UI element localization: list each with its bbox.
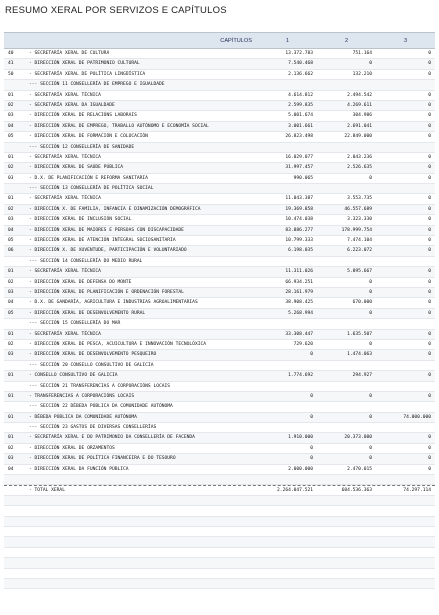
row-chapter-1-value: 38.908.425 [285,300,313,306]
row-code: 02 [8,279,14,285]
row-chapter-2-value [317,382,376,391]
row-description: - DIRECCIÓN XERAL DE PATRIMONIO CULTURAL [29,61,140,67]
table-row [4,330,435,340]
row-chapter-2-value: 3.323.330 [347,217,372,223]
row-description: - DIRECCIÓN XERAL DE EMPREGO, TRABALLO AUTÓNOMO E ECONOMÍA SOCIAL [29,123,209,129]
row-description: - SECRETARÍA XERAL TÉCNICA [29,269,101,275]
row-chapter-2-value: 7.474.104 [347,238,372,244]
row-chapter-1-value [258,80,317,89]
row-description: --- SECCIÓN 20 CONSELLO CONSULTIVO DE GALICIA [29,362,154,368]
row-chapter-3-value: 0 [428,300,431,306]
row-description: --- SECCIÓN 11 CONSELLERÍA DE EMPREGO E IGUALDADE [29,82,165,88]
row-chapter-1-value: 5.001.674 [288,113,313,119]
table-row [4,413,435,423]
row-chapter-1-value: 26.823.498 [285,134,313,140]
row-chapter-1-value [258,184,317,193]
row-chapter-2-value: 2.494.542 [347,92,372,98]
table-row [4,80,435,90]
row-code [4,80,27,89]
row-chapter-1-value: 10.799.333 [285,238,313,244]
row-chapter-1-value: 2.599.835 [288,102,313,108]
row-chapter-2-value: 2.526.635 [347,165,372,171]
row-code: 03 [8,217,14,223]
row-description: --- SECCIÓN 13 CONSELLERÍA DE POLÍTICA SOCIAL [29,186,154,192]
row-chapter-1-value [258,143,317,152]
row-chapter-2-value: 0 [369,289,372,295]
row-description: - D.X. DE GANDARÍA, AGRICULTURA E INDUSTRIAS AGROALIMENTARIAS [29,300,198,306]
row-chapter-1-value: 3.001.661 [288,123,313,129]
row-code: 04 [8,227,14,233]
row-chapter-2-value: 46.557.689 [344,206,372,212]
row-chapter-2-value: 1.635.507 [347,331,372,337]
row-chapter-2-value: 20.373.000 [344,435,372,441]
row-chapter-1-value: 0 [310,445,313,451]
row-chapter-3-value [376,423,435,432]
row-chapter-2-value [317,80,376,89]
row-code: 40 [8,51,14,56]
row-description: --- SECCIÓN 14 CONSELLERÍA DO MEDIO RURAL [29,258,143,264]
row-chapter-1-value: 6.198.035 [288,248,313,254]
row-chapter-1-value: 990.065 [293,175,313,181]
table-row [4,350,435,360]
row-description: --- SECCIÓN 15 CONSELLERÍA DO MAR [29,321,121,327]
row-chapter-1-value: 83.886.277 [285,227,313,233]
row-chapter-2-value: 0 [369,341,372,347]
row-chapter-3-value: 0 [428,310,431,316]
row-code: 04 [8,123,14,129]
row-chapter-3-value: 0 [428,238,431,244]
row-chapter-1-value: 1.910.000 [288,435,313,441]
row-chapter-2-value: 0 [369,61,372,67]
row-code: 02 [8,206,14,212]
row-description: - DIRECCIÓN XERAL DE DESENVOLVEMENTO RURAL [29,310,146,316]
row-chapter-3-value [376,402,435,411]
table-body [4,49,435,589]
row-chapter-3-value: 0 [428,373,431,379]
row-chapter-2-value [317,402,376,411]
table-row [4,267,435,277]
header-capitulos: CAPÍTULOS [220,37,252,44]
row-chapter-3-value: 0 [428,435,431,441]
row-code: 01 [8,373,14,379]
row-chapter-3-value: 0 [428,61,431,67]
row-chapter-3-value [376,475,435,484]
row-code: 01 [8,196,14,202]
row-description: - DIRECCIÓN XERAL DA FUNCIÓN PÚBLICA [29,466,129,472]
table-row [4,194,435,204]
row-chapter-1-value: 2.264.047.521 [277,488,313,494]
row-chapter-2-value: 132.210 [352,71,372,77]
row-code [4,423,27,432]
row-code: 03 [8,352,14,358]
row-chapter-2-value: 2.470.015 [347,466,372,472]
row-code [4,475,27,484]
empty-row [4,496,435,506]
table-row [4,278,435,288]
row-code: 02 [8,341,14,347]
table-row [4,454,435,464]
row-chapter-2-value: 0 [369,456,372,462]
row-chapter-3-value: 0 [428,196,431,202]
row-chapter-1-value: 11.311.026 [285,269,313,275]
row-code: 02 [8,165,14,171]
row-chapter-3-value [376,319,435,328]
row-chapter-2-value: 304.986 [352,113,372,119]
row-chapter-3-value: 0 [428,165,431,171]
row-chapter-2-value [317,184,376,193]
table-row [4,215,435,225]
table-row [4,174,435,184]
row-chapter-3-value [376,143,435,152]
table-row [4,433,435,443]
table-row [4,226,435,236]
row-chapter-3-value: 0 [428,123,431,129]
table-row [4,236,435,246]
row-description: - DIRECCIÓN XERAL DE RELACIÓNS LABORAIS [29,113,137,119]
empty-row [4,517,435,527]
table-row [4,111,435,121]
row-chapter-3-value: 0 [428,456,431,462]
row-chapter-3-value [376,382,435,391]
row-chapter-1-value [258,361,317,370]
row-chapter-1-value: 1.774.692 [288,373,313,379]
row-code [4,184,27,193]
row-chapter-3-value: 0 [428,248,431,254]
row-description: --- SECCIÓN 23 GASTOS DE DIVERSAS CONSELLERÍAS [29,425,157,431]
row-chapter-2-value: 2.043.236 [347,154,372,160]
row-chapter-3-value: 0 [428,154,431,160]
page-title: RESUMO XERAL POR SERVIZOS E CAPÍTULOS [5,5,227,16]
header-code [4,33,27,48]
row-chapter-2-value [317,475,376,484]
table-header [4,33,435,49]
row-description: --- SECCIÓN 21 TRANSFERENCIAS A CORPORACIÓNS LOCAIS [29,383,171,389]
row-chapter-2-value: 751.164 [352,51,372,56]
row-chapter-3-value: 0 [428,352,431,358]
row-chapter-2-value: 3.553.735 [347,196,372,202]
table-row [4,163,435,173]
row-code: 04 [8,300,14,306]
row-code: 02 [8,102,14,108]
row-description: - DIRECCIÓN XERAL DE INCLUSIÓN SOCIAL [29,217,132,223]
row-chapter-3-value: 0 [428,102,431,108]
row-chapter-3-value: 0 [428,92,431,98]
row-chapter-1-value: 2.136.662 [288,71,313,77]
row-chapter-2-value: 5.895.667 [347,269,372,275]
table-row [4,382,435,392]
row-chapter-3-value: 0 [428,279,431,285]
row-code: 01 [8,154,14,160]
row-chapter-2-value [317,257,376,266]
row-description: - D.X. DE PLANIFICACIÓN E REFORMA SANITARIA [29,175,148,181]
row-chapter-2-value: 294.927 [352,373,372,379]
row-code [4,257,27,266]
table-row [4,143,435,153]
row-chapter-2-value [317,143,376,152]
table-row [4,122,435,132]
row-chapter-1-value [258,423,317,432]
row-chapter-1-value: 66.934.251 [285,279,313,285]
table-row [4,340,435,350]
table-row [4,309,435,319]
total-row [4,485,435,495]
row-code: 03 [8,456,14,462]
row-code [4,486,27,494]
row-description: - SECRETARÍA XERAL DA IGUALDADE [29,102,115,108]
row-code: 03 [8,175,14,181]
table-row [4,475,435,485]
row-description: - SECRETARÍA XERAL DE CULTURA [29,51,110,56]
header-chapter-3: 3 [403,37,408,44]
row-chapter-3-value [376,361,435,370]
row-description: - DIRECCIÓN XERAL DE DESENVOLVEMENTO PESQUEIRO [29,352,157,358]
row-chapter-1-value: 19.369.858 [285,206,313,212]
header-chapter-2: 2 [344,37,349,44]
row-description: - DIRECCIÓN XERAL DE PLANIFICACIÓN E ORDENACIÓN FORESTAL [29,289,184,295]
row-description [27,475,258,484]
row-code: 01 [8,414,14,420]
row-chapter-2-value [317,319,376,328]
row-code: 03 [8,113,14,119]
row-chapter-1-value [258,257,317,266]
row-chapter-1-value [258,402,317,411]
row-chapter-2-value [317,361,376,370]
row-code: 01 [8,393,14,399]
row-description: - DIRECCIÓN XERAL DE PESCA, ACUICULTURA E INNOVACIÓN TECNOLÓXICA [29,341,207,347]
table-row [4,361,435,371]
empty-row [4,537,435,547]
row-code: 05 [8,134,14,140]
row-chapter-3-value: 0 [428,466,431,472]
row-code: 02 [8,445,14,451]
row-chapter-1-value: 0 [310,393,313,399]
row-chapter-3-value: 0 [428,269,431,275]
row-chapter-1-value: 729.620 [293,341,313,347]
empty-row [4,569,435,579]
row-code [4,143,27,152]
row-description: - SECRETARÍA XERAL E DO PATRIMONIO DA CONSELLERÍA DE FACENDA [29,435,195,441]
row-description: - SECRETARÍA XERAL DE POLÍTICA LINGÜÍSTICA [29,71,146,77]
row-chapter-2-value: 0 [369,175,372,181]
row-chapter-3-value: 0 [428,341,431,347]
row-chapter-1-value: 28.161.979 [285,289,313,295]
row-chapter-3-value: 0 [428,445,431,451]
table-row [4,257,435,267]
row-description: - DIRECCIÓN XERAL DE ATENCIÓN INTEGRAL SOCIOSANITARIA [29,238,176,244]
row-chapter-1-value: 5.268.994 [288,310,313,316]
row-description: - CONSELLO CONSULTIVO DE GALICIA [29,373,118,379]
row-description: - DIRECCIÓN XERAL DE FORMACIÓN E COLOCACIÓN [29,134,148,140]
row-code: 50 [8,71,14,77]
row-chapter-3-value: 0 [428,289,431,295]
row-chapter-2-value: 0 [369,445,372,451]
row-chapter-1-value: 31.997.457 [285,165,313,171]
row-description: - SECRETARÍA XERAL TÉCNICA [29,92,101,98]
empty-row [4,527,435,537]
row-code: 41 [8,61,14,67]
table-row [4,49,435,59]
row-chapter-3-value [376,184,435,193]
row-chapter-3-value: 74.000.000 [403,414,431,420]
row-chapter-2-value: 0 [369,393,372,399]
table-row [4,392,435,402]
row-chapter-3-value [376,80,435,89]
row-chapter-2-value: 22.849.000 [344,134,372,140]
row-code: 01 [8,269,14,275]
row-chapter-1-value [258,382,317,391]
table-row [4,184,435,194]
table-row [4,59,435,69]
row-chapter-1-value: 10.474.038 [285,217,313,223]
row-chapter-3-value: 0 [428,175,431,181]
table-row [4,423,435,433]
row-code: 03 [8,289,14,295]
table-row [4,319,435,329]
row-description: - DIRECCIÓN XERAL DE SAÚDE PÚBLICA [29,165,124,171]
table-row [4,91,435,101]
row-chapter-1-value: 0 [310,456,313,462]
table-row [4,465,435,475]
row-chapter-2-value: 670.000 [352,300,372,306]
row-chapter-3-value: 0 [428,51,431,56]
table-row [4,101,435,111]
row-code [4,361,27,370]
row-code [4,402,27,411]
table-row [4,402,435,412]
row-chapter-3-value: 0 [428,206,431,212]
row-chapter-2-value: 2.691.041 [347,123,372,129]
row-description: - DÉBEDA PÚBLICA DA COMUNIDADE AUTÓNOMA [29,414,137,420]
empty-row [4,548,435,558]
row-chapter-3-value: 0 [428,393,431,399]
row-code: 01 [8,92,14,98]
row-chapter-1-value: 11.043.387 [285,196,313,202]
row-description: - DIRECCIÓN XERAL DE MAIORES E PERSOAS CON DISCAPACIDADE [29,227,184,233]
row-description: - TOTAL XERAL [29,488,65,494]
row-chapter-2-value: 0 [369,279,372,285]
row-code [4,382,27,391]
row-chapter-3-value: 74.297.114 [403,488,431,494]
row-chapter-1-value: 2.000.000 [288,466,313,472]
row-description: - TRANSFERENCIAS A CORPORACIÓNS LOCAIS [29,393,135,399]
row-description: - DIRECCIÓN X. DE XUVENTUDE, PARTICIPACIÓN E VOLUNTARIADO [29,248,187,254]
row-chapter-2-value: 6.223.072 [347,248,372,254]
table-row [4,371,435,381]
row-chapter-1-value: 33.308.447 [285,331,313,337]
row-code [4,319,27,328]
row-description: - SECRETARÍA XERAL TÉCNICA [29,196,101,202]
table-row [4,70,435,80]
row-chapter-1-value [258,475,317,484]
row-chapter-2-value [317,423,376,432]
row-description: - SECRETARÍA XERAL TÉCNICA [29,331,101,337]
empty-row [4,558,435,568]
row-chapter-2-value: 604.536.363 [341,488,372,494]
row-code: 05 [8,310,14,316]
row-chapter-3-value: 0 [428,217,431,223]
row-chapter-3-value: 0 [428,227,431,233]
table-row [4,132,435,142]
row-description: - SECRETARÍA XERAL TÉCNICA [29,154,101,160]
empty-row [4,506,435,516]
row-chapter-1-value: 0 [310,414,313,420]
row-chapter-2-value: 0 [369,310,372,316]
row-description: - DIRECCIÓN XERAL DE ORZAMENTOS [29,445,115,451]
row-chapter-2-value: 178.999.754 [341,227,372,233]
row-code: 01 [8,331,14,337]
header-chapter-1: 1 [285,37,290,44]
row-chapter-3-value [376,257,435,266]
row-description: - DIRECCIÓN X. DE FAMILIA, INFANCIA E DINAMIZACIÓN DEMOGRÁFICA [29,206,201,212]
row-code: 01 [8,435,14,441]
row-chapter-1-value: 16.029.077 [285,154,313,160]
row-chapter-1-value: 7.540.468 [288,61,313,67]
row-chapter-3-value: 0 [428,113,431,119]
row-chapter-3-value: 0 [428,331,431,337]
row-description: - DIRECCIÓN XERAL DE POLÍTICA FINANCEIRA E DO TESOURO [29,456,176,462]
row-chapter-2-value: 0 [369,414,372,420]
table-row [4,298,435,308]
row-code: 06 [8,248,14,254]
row-code: 05 [8,238,14,244]
row-description: --- SECCIÓN 22 DÉBEDA PÚBLICA DA COMUNIDADE AUTÓNOMA [29,404,173,410]
table-row [4,288,435,298]
row-chapter-3-value: 0 [428,71,431,77]
row-code: 04 [8,466,14,472]
budget-summary-table [4,32,435,589]
row-chapter-3-value: 0 [428,134,431,140]
table-row [4,444,435,454]
row-chapter-1-value: 4.614.812 [288,92,313,98]
table-row [4,246,435,256]
row-chapter-1-value [258,319,317,328]
table-row [4,205,435,215]
row-description: --- SECCIÓN 12 CONSELLERÍA DE SANIDADE [29,144,135,150]
table-row [4,153,435,163]
empty-row [4,579,435,589]
row-chapter-2-value: 4.269.611 [347,102,372,108]
row-chapter-1-value: 13.372.783 [285,51,313,56]
row-chapter-1-value: 0 [310,352,313,358]
row-chapter-2-value: 1.474.063 [347,352,372,358]
row-description: - DIRECCIÓN XERAL DE DEFENSA DO MONTE [29,279,132,285]
